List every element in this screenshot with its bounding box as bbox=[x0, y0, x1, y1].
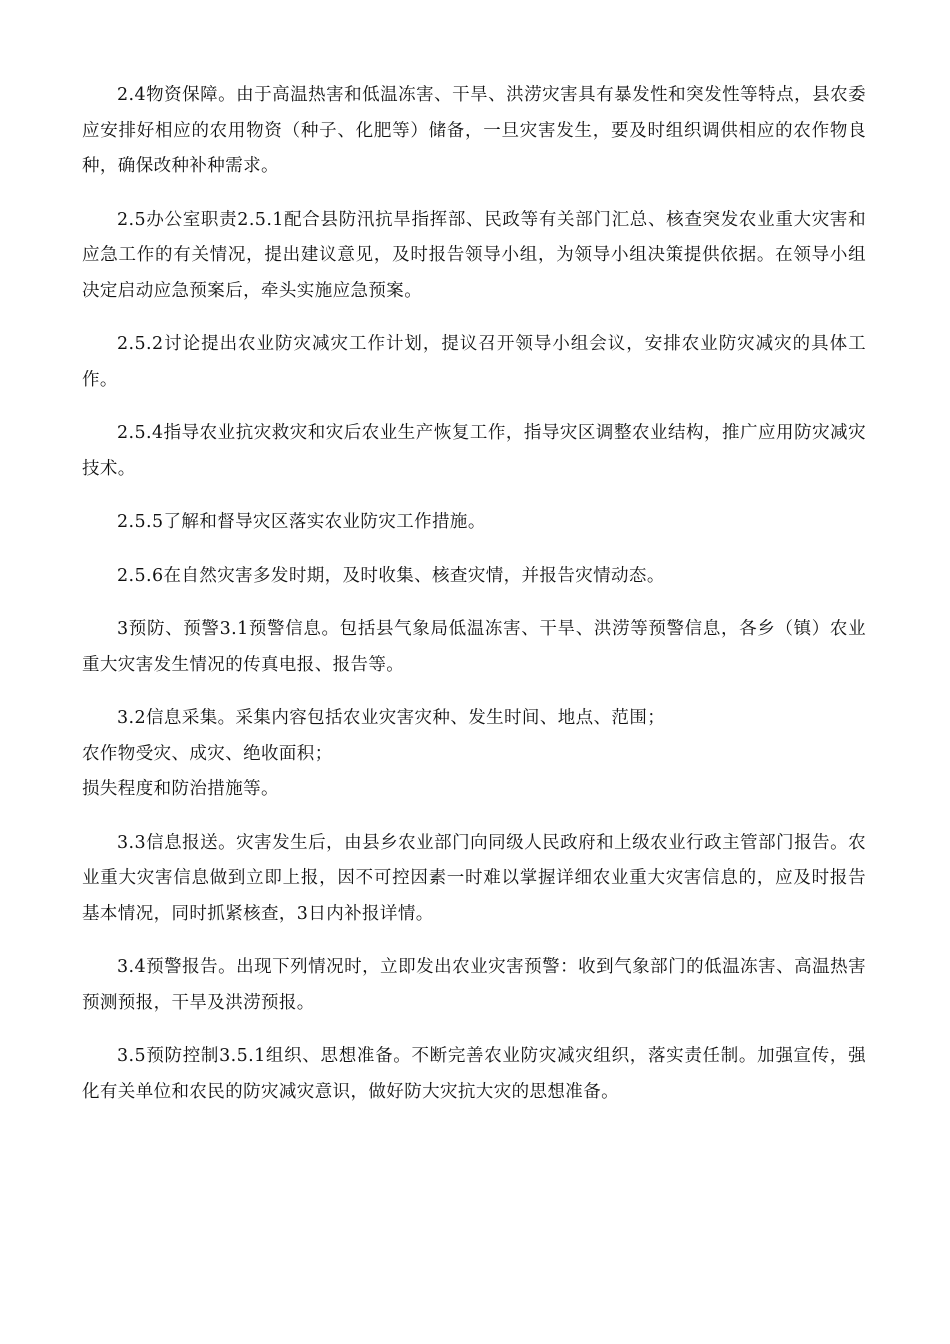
paragraph-info-reporting: 3.3信息报送。灾害发生后，由县乡农业部门向同级人民政府和上级农业行政主管部门报告。农业重大灾害信息做到立即上报，因不可控因素一时难以掌握详细农业重大灾害信息的，应及时报告基本情况，同时抓紧核查，3日内补报详情。 bbox=[82, 832, 866, 924]
paragraph-info-collection: 3.2信息采集。采集内容包括农业灾害灾种、发生时间、地点、范围； bbox=[117, 708, 666, 728]
line-loss-degree: 损失程度和防治措施等。 bbox=[82, 779, 279, 799]
paragraph-material-support: 2.4物资保障。由于高温热害和低温冻害、干旱、洪涝灾害具有暴发性和突发性等特点，县农委应安排好相应的农用物资（种子、化肥等）储备，一旦灾害发生，要及时组织调供相应的农作物良种，确保改种补种需求。 bbox=[82, 85, 866, 176]
paragraph-2-5-5: 2.5.5了解和督导灾区落实农业防灾工作措施。 bbox=[117, 512, 486, 532]
paragraph-2-5-6: 2.5.6在自然灾害多发时期，及时收集、核查灾情，并报告灾情动态。 bbox=[117, 565, 665, 586]
paragraph-warning-info: 3预防、预警3.1预警信息。包括县气象局低温冻害、干旱、洪涝等预警信息，各乡（镇）农业重大灾害发生情况的传真电报、报告等。 bbox=[82, 619, 866, 675]
paragraph-warning-report: 3.4预警报告。出现下列情况时，立即发出农业灾害预警：收到气象部门的低温冻害、高温热害预测预报，干旱及洪涝预报。 bbox=[82, 957, 866, 1013]
line-crop-damage-area: 农作物受灾、成灾、绝收面积； bbox=[82, 743, 333, 764]
paragraph-prevention-control: 3.5预防控制3.5.1组织、思想准备。不断完善农业防灾减灾组织，落实责任制。加强宣传，强化有关单位和农民的防灾减灾意识，做好防大灾抗大灾的思想准备。 bbox=[82, 1046, 866, 1102]
paragraph-office-duties: 2.5办公室职责2.5.1配合县防汛抗旱指挥部、民政等有关部门汇总、核查突发农业重大灾害和应急工作的有关情况，提出建议意见，及时报告领导小组，为领导小组决策提供依据。在领导小组决定启动应急预案后，牵头实施应急预案。 bbox=[82, 209, 866, 301]
paragraph-2-5-4: 2.5.4指导农业抗灾救灾和灾后农业生产恢复工作，指导灾区调整农业结构，推广应用防灾减灾技术。 bbox=[82, 423, 866, 479]
paragraph-2-5-2: 2.5.2讨论提出农业防灾减灾工作计划，提议召开领导小组会议，安排农业防灾减灾的具体工作。 bbox=[82, 334, 866, 390]
